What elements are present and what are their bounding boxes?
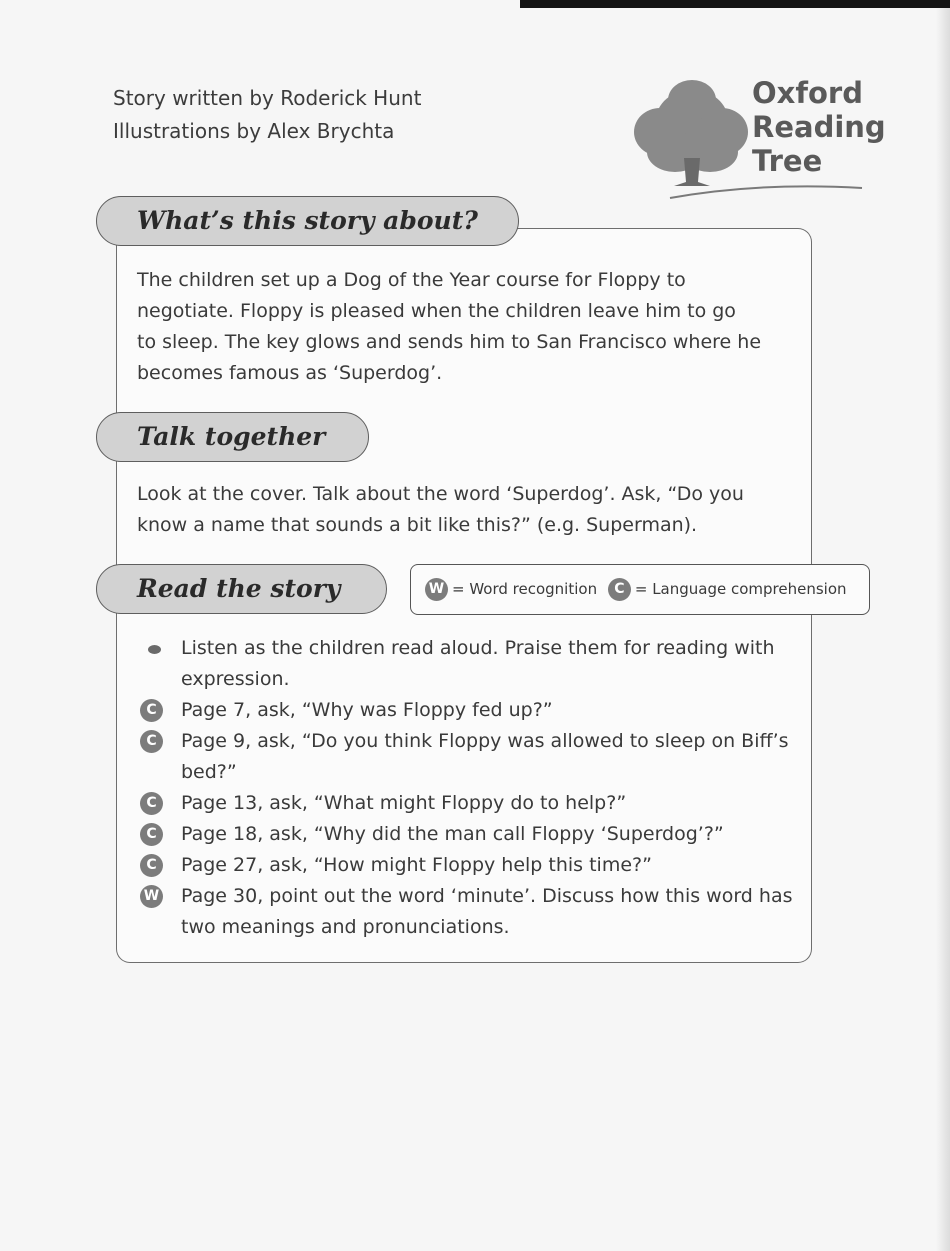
about-line: The children set up a Dog of the Year course for Floppy to [137, 269, 686, 291]
item-line: Page 9, ask, “Do you think Floppy was allowed to sleep on Biff’s [181, 730, 789, 752]
list-item [140, 850, 805, 881]
item-line: Page 18, ask, “Why did the man call Floppy ‘Superdog’?” [181, 823, 724, 845]
logo-line-tree: Tree [752, 144, 823, 178]
c-badge-icon: C [140, 854, 163, 877]
list-item [140, 788, 805, 819]
logo-line-reading: Reading [752, 110, 886, 144]
about-line: negotiate. Floppy is pleased when the children leave him to go [137, 300, 736, 322]
story-credit: Story written by Roderick Hunt [113, 86, 422, 110]
item-line: Page 13, ask, “What might Floppy do to help?” [181, 792, 627, 814]
item-line: Page 30, point out the word ‘minute’. Discuss how this word has [181, 885, 793, 907]
credits [113, 82, 421, 148]
c-legend-text: = Language comprehension [634, 580, 847, 598]
list-item [140, 695, 805, 726]
bullet-icon [148, 645, 161, 654]
w-legend-text: = Word recognition [452, 580, 598, 598]
c-badge-icon: C [140, 699, 163, 722]
oxford-reading-tree-logo [630, 70, 886, 206]
logo-line-oxford: Oxford [752, 76, 863, 110]
list-item [140, 881, 805, 943]
page-top-edge [520, 0, 950, 8]
c-badge-icon: C [140, 792, 163, 815]
w-badge-icon: W [140, 885, 163, 908]
c-badge-icon: C [140, 823, 163, 846]
reading-prompts [140, 633, 805, 943]
item-line: two meanings and pronunciations. [181, 916, 510, 938]
talk-heading: Talk together [96, 412, 369, 462]
marker-legend [410, 564, 870, 615]
item-line: bed?” [181, 761, 237, 783]
talk-text [137, 479, 787, 541]
about-line: to sleep. The key glows and sends him to San Francisco where he [137, 331, 762, 353]
item-line: Listen as the children read aloud. Praise them for reading with [181, 637, 775, 659]
talk-line: know a name that sounds a bit like this?” (e.g. Superman). [137, 514, 698, 536]
talk-line: Look at the cover. Talk about the word ‘Superdog’. Ask, “Do you [137, 483, 744, 505]
item-line: expression. [181, 668, 290, 690]
page-binding-shadow [936, 8, 950, 1251]
illustration-credit: Illustrations by Alex Brychta [113, 119, 395, 143]
item-line: Page 27, ask, “How might Floppy help this time?” [181, 854, 652, 876]
list-item [140, 726, 805, 788]
w-badge-icon: W [425, 578, 448, 601]
c-badge-icon: C [140, 730, 163, 753]
logo-wordmark [752, 76, 886, 178]
list-item [140, 633, 805, 695]
item-line: Page 7, ask, “Why was Floppy fed up?” [181, 699, 553, 721]
c-badge-icon: C [608, 578, 631, 601]
about-text [137, 265, 787, 389]
list-item [140, 819, 805, 850]
about-line: becomes famous as ‘Superdog’. [137, 362, 443, 384]
read-heading: Read the story [96, 564, 387, 614]
about-heading: What’s this story about? [96, 196, 519, 246]
